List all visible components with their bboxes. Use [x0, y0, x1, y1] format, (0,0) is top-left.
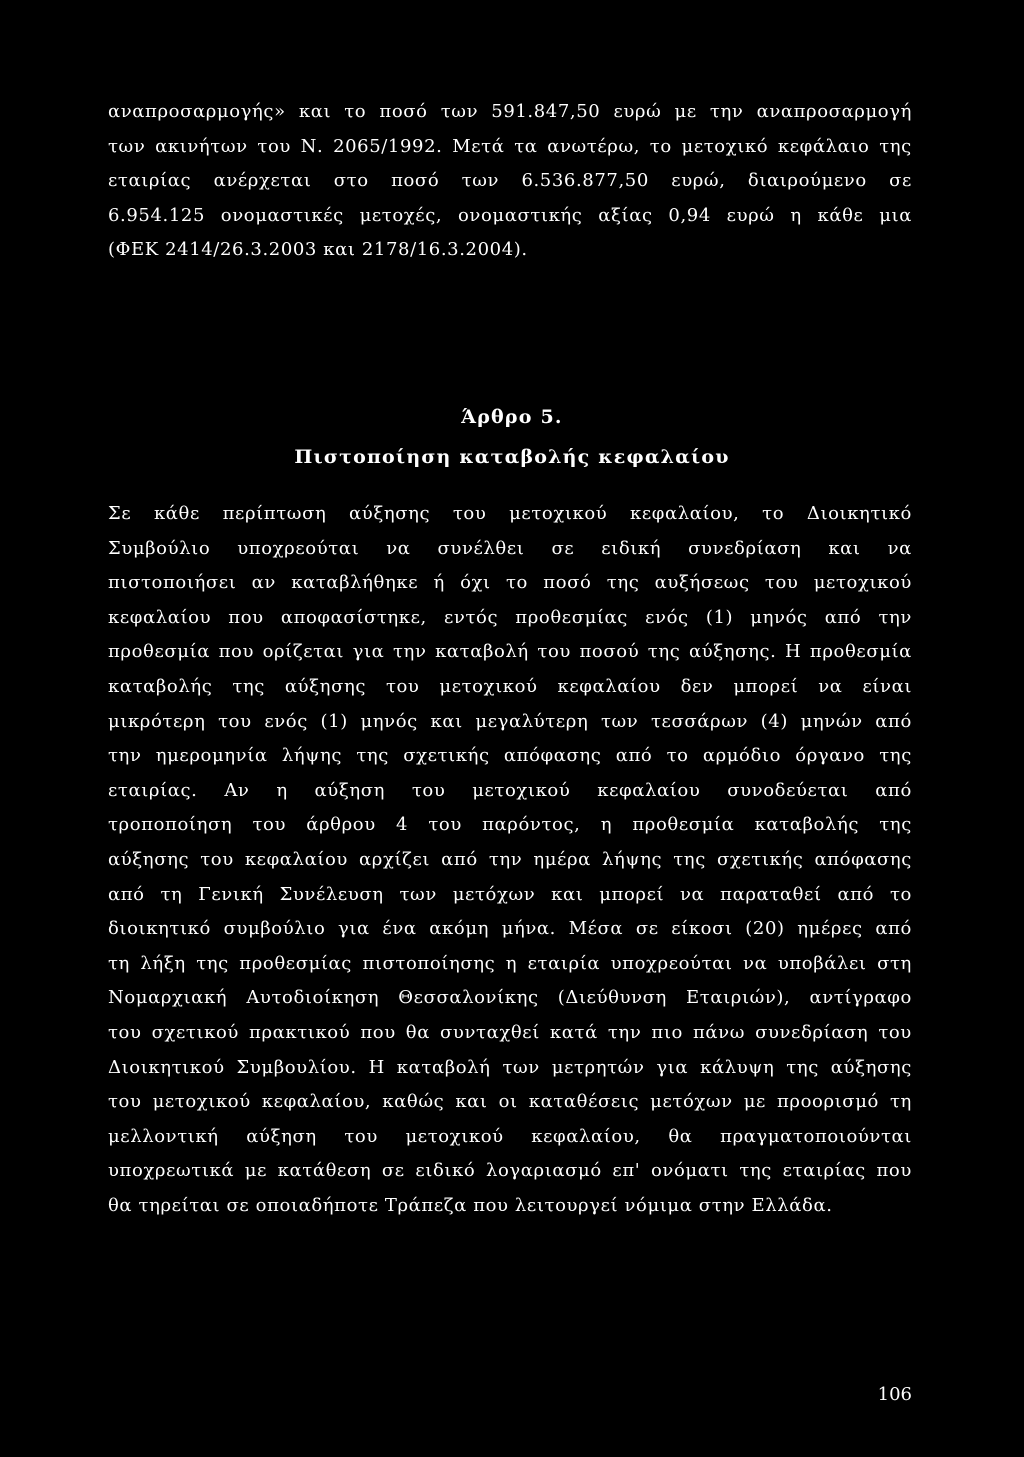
text-line: [108, 164, 912, 199]
word: απόφασης: [814, 848, 912, 870]
word: υποχρεούται: [610, 952, 733, 974]
word: ημέρες: [797, 918, 863, 940]
word: καταβολής: [754, 814, 860, 836]
word: καταβολή: [396, 1056, 491, 1078]
word: εταιρίας: [108, 170, 192, 192]
word: μετόχων: [452, 883, 536, 905]
word: σε: [889, 170, 912, 192]
text-line: [108, 947, 912, 982]
top-paragraph: [108, 95, 912, 268]
word: αύξησης: [284, 675, 367, 697]
word: να: [680, 883, 705, 905]
word: και: [455, 1091, 488, 1113]
word: της: [786, 1056, 819, 1078]
word: αναπροσαρμογής»: [108, 101, 286, 122]
word: την: [488, 848, 523, 870]
word: κεφαλαίου: [557, 675, 661, 697]
word: κατάθεση: [277, 1160, 372, 1182]
text-line: [108, 705, 912, 740]
word: Μετά: [452, 135, 505, 157]
word: προθεσμίας: [515, 606, 628, 628]
word: του: [108, 1091, 142, 1113]
word: μετοχικού: [813, 572, 912, 594]
word: από: [441, 848, 478, 870]
word: τροποποίηση: [108, 814, 233, 836]
word: μήνα.: [501, 918, 556, 940]
text-line: [108, 981, 912, 1016]
word: μετοχικού: [152, 1091, 251, 1113]
word: του: [218, 710, 252, 732]
word: (1): [320, 710, 348, 732]
word: από: [824, 606, 862, 628]
word: εταιρία: [527, 952, 601, 974]
word: του: [764, 572, 799, 594]
word: καθώς: [382, 1091, 445, 1113]
word: ορίζεται: [262, 641, 345, 663]
word: 591.847,50: [491, 101, 601, 122]
word: του: [344, 1125, 378, 1147]
word: και: [430, 710, 463, 732]
word: της: [879, 135, 912, 157]
word: την: [607, 1021, 642, 1043]
word: εταιρίας: [782, 1160, 866, 1182]
word: του: [411, 779, 446, 801]
word: λήψης: [602, 848, 663, 870]
word: Συνέλευση: [279, 883, 384, 905]
word: μετρητών: [551, 1056, 645, 1078]
word: στη: [877, 952, 912, 974]
text-line: [108, 1085, 912, 1120]
word: θα: [668, 1125, 693, 1147]
word: αναπροσαρμογή: [756, 101, 912, 122]
word: Αν: [224, 779, 250, 801]
word: μηνών: [800, 710, 863, 732]
word: αποφασίστηκε,: [280, 606, 427, 628]
word: που: [360, 1021, 396, 1043]
word: από: [875, 918, 912, 940]
article-title: Πιστοποίηση καταβολής κεφαλαίου: [294, 446, 730, 468]
word: Θεσσαλονίκης: [398, 987, 539, 1009]
word: μετοχικού: [405, 1125, 504, 1147]
word: κεφαλαίου: [244, 848, 348, 870]
word: Μέσα: [568, 918, 624, 940]
word: των: [108, 135, 146, 157]
page-number: 106: [877, 1384, 912, 1405]
word: των: [600, 710, 639, 732]
word: αυξήσεως: [654, 572, 750, 594]
word: πιο: [651, 1021, 683, 1043]
word: του: [108, 1021, 142, 1043]
word: πάνω: [693, 1021, 746, 1043]
word: αύξηση: [314, 779, 385, 801]
word: του: [252, 814, 287, 836]
word: απόφασης: [503, 745, 602, 767]
word: ονομαστικής: [458, 204, 583, 226]
word: 0,94: [668, 204, 711, 226]
word: 6.536.877,50: [521, 170, 649, 192]
word: μια: [879, 204, 912, 226]
word: την: [108, 745, 142, 767]
word: άρθρου: [306, 814, 376, 836]
word: το: [344, 101, 367, 122]
word: ένα: [382, 918, 417, 940]
word: κεφαλαίου: [108, 606, 212, 628]
word: η: [276, 779, 288, 801]
text-line: [108, 199, 912, 234]
word: εντός: [444, 606, 499, 628]
word: ή: [433, 572, 445, 594]
word: κάλυψη: [700, 1056, 775, 1078]
word: προθεσμίας: [239, 952, 352, 974]
word: του: [257, 135, 291, 157]
word: η: [505, 952, 518, 974]
word: κεφάλαιο: [777, 135, 870, 157]
word: το: [666, 745, 689, 767]
text-line: [108, 774, 912, 809]
word: μικρότερη: [108, 710, 206, 732]
word: προθεσμία: [108, 641, 211, 663]
word: κεφαλαίου: [597, 779, 701, 801]
word: από: [875, 710, 912, 732]
word: με: [674, 101, 697, 122]
text-line: [108, 1016, 912, 1051]
word: περίπτωση: [222, 503, 327, 524]
word: αύξησης: [349, 503, 431, 524]
word: από: [615, 745, 653, 767]
word: μετοχικό: [681, 135, 769, 157]
word: του: [385, 675, 420, 697]
word: προθεσμία: [632, 814, 735, 836]
word: 2065/1992.: [333, 135, 443, 157]
word: να: [887, 537, 912, 559]
word: αν: [251, 572, 276, 594]
word: μηνός: [750, 606, 808, 628]
word: και: [828, 537, 861, 559]
word: ευρώ: [613, 101, 662, 122]
word: κεφαλαίου,: [531, 1125, 641, 1147]
word: μετοχικού: [509, 503, 608, 524]
word: καταβολή: [435, 641, 529, 663]
text-line: [108, 601, 912, 636]
text-line: [108, 912, 912, 947]
word: συνοδεύεται: [727, 779, 849, 801]
word: της: [606, 572, 640, 594]
word: του: [200, 848, 234, 870]
word: για: [352, 641, 385, 663]
word: την: [709, 101, 744, 122]
word: μετοχικού: [472, 779, 571, 801]
word: διοικητικό: [108, 918, 211, 940]
text-line: [108, 130, 912, 165]
word: αρχίζει: [359, 848, 431, 870]
word: το: [762, 503, 785, 524]
word: τη: [889, 1091, 912, 1113]
word: επ': [612, 1160, 641, 1182]
text-line: [108, 1120, 912, 1155]
word: λογαριασμό: [485, 1160, 602, 1182]
text-line: θα τηρείται σε οποιαδήποτε Τράπεζα που λειτουργεί νόμιμα στην Ελλάδα.: [108, 1194, 833, 1216]
word: των: [399, 883, 437, 905]
word: μετόχων: [650, 1091, 733, 1113]
word: για: [656, 1056, 689, 1078]
text-line: [108, 843, 912, 878]
word: Νομαρχιακή: [108, 987, 228, 1009]
word: ημερομηνία: [155, 745, 268, 767]
word: Διοικητικό: [806, 503, 912, 524]
word: (20): [745, 918, 785, 940]
word: αύξησης: [108, 848, 190, 870]
word: η: [790, 204, 802, 226]
word: σε: [635, 918, 659, 940]
word: ευρώ: [726, 204, 775, 226]
text-line: [108, 1154, 912, 1189]
word: την: [878, 606, 912, 628]
word: κεφαλαίου,: [630, 503, 740, 524]
word: ειδική: [601, 537, 662, 559]
word: προορισμό: [776, 1091, 879, 1113]
word: ευρώ,: [671, 170, 726, 192]
word: και: [298, 101, 332, 122]
word: από: [875, 779, 912, 801]
word: καταθέσεις: [528, 1091, 640, 1113]
word: του: [537, 641, 571, 663]
word: θα: [405, 1021, 430, 1043]
word: της: [879, 745, 912, 767]
word: κάθε: [817, 204, 864, 226]
word: είκοσι: [671, 918, 733, 940]
word: κάθε: [153, 503, 200, 524]
word: ενός: [645, 606, 689, 628]
word: μελλοντική: [108, 1125, 219, 1147]
word: ακόμη: [429, 918, 490, 940]
word: υποχρεωτικά: [108, 1160, 235, 1182]
word: μετοχικού: [439, 675, 538, 697]
word: σε: [381, 1160, 405, 1182]
word: Εταιριών),: [686, 987, 791, 1009]
word: ειδικό: [415, 1160, 476, 1182]
word: ημέρα: [533, 848, 591, 870]
word: της: [647, 641, 681, 663]
word: πιστοποίησης: [362, 952, 496, 974]
word: τη: [160, 883, 183, 905]
word: η: [600, 814, 613, 836]
word: μπορεί: [733, 675, 799, 697]
word: με: [743, 1091, 766, 1113]
word: τεσσάρων: [651, 710, 749, 732]
body-paragraph: [108, 497, 912, 1223]
text-line: [108, 95, 912, 130]
word: αντίγραφο: [809, 987, 912, 1009]
word: πρακτικού: [249, 1021, 351, 1043]
word: (4): [760, 710, 788, 732]
word: κατά: [549, 1021, 598, 1043]
word: καταβολής: [108, 675, 213, 697]
word: της: [232, 675, 265, 697]
word: ποσό: [391, 170, 440, 192]
word: Ν.: [300, 135, 324, 157]
word: είναι: [862, 675, 912, 697]
word: των: [440, 101, 479, 122]
word: καταβλήθηκε: [291, 572, 419, 594]
word: σχετικής: [403, 745, 490, 767]
word: αύξησης.: [688, 641, 777, 663]
word: πιστοποιήσει: [108, 572, 237, 594]
word: οι: [498, 1091, 518, 1113]
word: συνταχθεί: [440, 1021, 540, 1043]
text-line: [108, 532, 912, 567]
word: ανωτέρω,: [547, 135, 641, 157]
word: δεν: [680, 675, 714, 697]
word: της: [879, 814, 912, 836]
word: υποχρεούται: [237, 537, 360, 559]
word: από: [108, 883, 145, 905]
word: αύξησης: [830, 1056, 912, 1078]
word: που: [876, 1160, 912, 1182]
word: προθεσμία: [809, 641, 912, 663]
word: το: [649, 135, 672, 157]
word: παραταθεί: [720, 883, 822, 905]
word: συμβούλιο: [223, 918, 326, 940]
word: εταιρίας.: [108, 779, 198, 801]
word: αξίας: [598, 204, 653, 226]
text-line: [108, 808, 912, 843]
text-line: [108, 1051, 912, 1086]
word: σε: [551, 537, 575, 559]
word: στο: [333, 170, 369, 192]
word: για: [338, 918, 370, 940]
text-line: (ΦΕΚ 2414/26.3.2003 και 2178/16.3.2004).: [108, 239, 528, 261]
word: σχετικής: [716, 848, 804, 870]
word: διαιρούμενο: [747, 170, 867, 192]
article-number: Άρθρο 5.: [461, 406, 563, 428]
word: να: [386, 537, 411, 559]
text-line: [108, 670, 912, 705]
word: υποβάλει: [777, 952, 867, 974]
word: της: [356, 745, 389, 767]
word: των: [502, 1056, 540, 1078]
word: κεφαλαίου,: [261, 1091, 372, 1113]
word: μηνός: [360, 710, 418, 732]
word: και: [551, 883, 584, 905]
word: μεγαλύτερη: [475, 710, 589, 732]
word: (Διεύθυνση: [557, 987, 667, 1009]
word: του: [878, 1021, 912, 1043]
word: τη: [108, 952, 130, 974]
word: ενός: [264, 710, 308, 732]
word: αρμόδιο: [702, 745, 782, 767]
word: Συμβουλίου.: [236, 1056, 357, 1078]
word: που: [218, 641, 254, 663]
word: ανέρχεται: [213, 170, 312, 192]
word: του: [428, 814, 462, 836]
word: το: [506, 572, 528, 594]
word: πραγματοποιούνται: [720, 1125, 912, 1147]
word: το: [889, 883, 912, 905]
text-line: [108, 497, 912, 532]
word: αύξηση: [246, 1125, 317, 1147]
word: Γενική: [198, 883, 264, 905]
word: της: [196, 952, 229, 974]
word: Η: [368, 1056, 385, 1078]
word: συνεδρίαση: [688, 537, 802, 559]
word: ποσό: [543, 572, 592, 594]
word: 4: [396, 814, 409, 836]
word: παρόντος,: [482, 814, 581, 836]
word: Συμβούλιο: [108, 537, 211, 559]
word: του: [452, 503, 487, 524]
word: όργανο: [795, 745, 865, 767]
text-line: [108, 635, 912, 670]
word: Σε: [108, 503, 132, 524]
word: λήψης: [281, 745, 343, 767]
word: της: [673, 848, 706, 870]
word: να: [743, 952, 768, 974]
word: ακινήτων: [155, 135, 248, 157]
word: ποσού: [579, 641, 640, 663]
text-line: [108, 739, 912, 774]
word: Διοικητικού: [108, 1056, 225, 1078]
text-line: [108, 566, 912, 601]
word: όχι: [460, 572, 491, 594]
word: τα: [514, 135, 538, 157]
word: την: [393, 641, 427, 663]
word: ονόματι: [650, 1160, 729, 1182]
word: μετοχές,: [359, 204, 443, 226]
word: συνεδρίαση: [755, 1021, 869, 1043]
word: της: [739, 1160, 772, 1182]
word: ποσό: [379, 101, 428, 122]
word: 6.954.125: [108, 204, 206, 226]
word: Αυτοδιοίκηση: [246, 987, 380, 1009]
word: σχετικού: [151, 1021, 239, 1043]
text-line: [108, 878, 912, 913]
word: μπορεί: [599, 883, 665, 905]
word: (1): [705, 606, 734, 628]
word: των: [461, 170, 500, 192]
word: που: [228, 606, 264, 628]
word: με: [244, 1160, 268, 1182]
word: λήξη: [140, 952, 186, 974]
word: συνέλθει: [437, 537, 525, 559]
word: ονομαστικές: [220, 204, 344, 226]
word: από: [837, 883, 875, 905]
word: να: [818, 675, 843, 697]
word: Η: [785, 641, 802, 663]
